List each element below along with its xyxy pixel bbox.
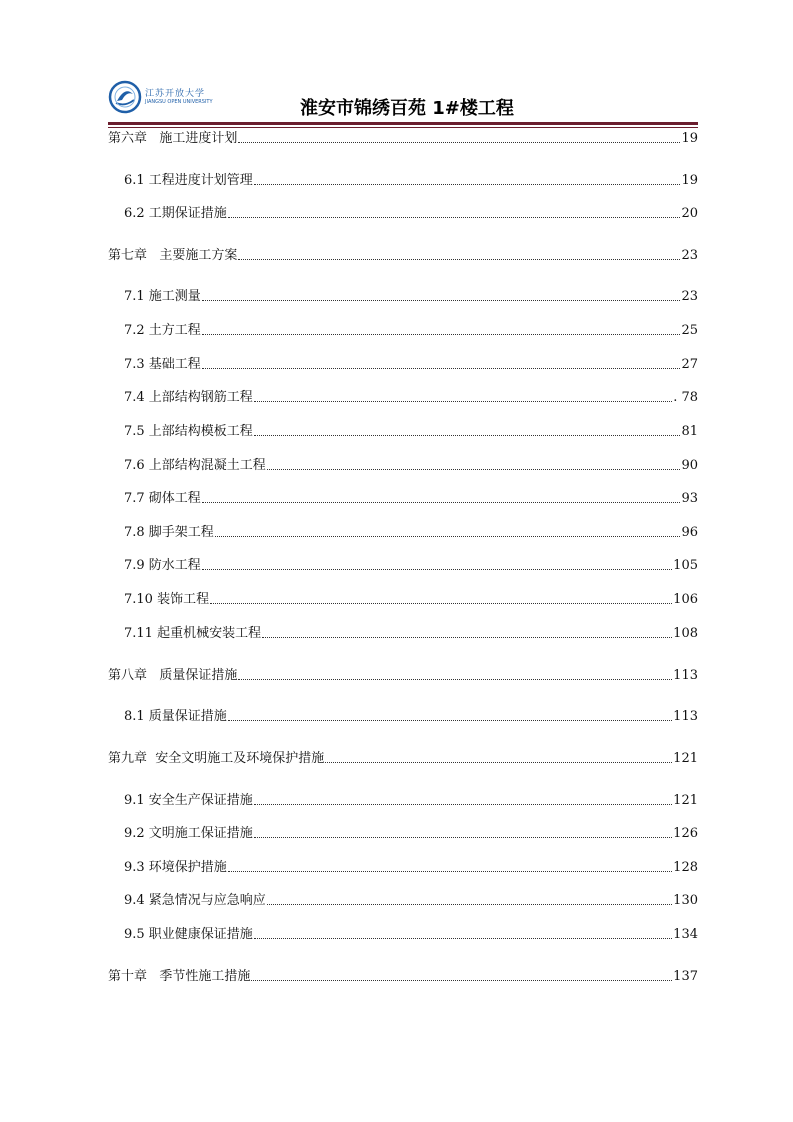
toc-dot-leader [238, 258, 680, 260]
toc-dot-leader [254, 937, 672, 939]
toc-page-number: 93 [681, 491, 698, 506]
toc-section-entry[interactable] [124, 458, 698, 474]
toc-section-entry[interactable] [124, 592, 698, 608]
toc-section-entry[interactable] [124, 323, 698, 339]
toc-page-number: 137 [673, 969, 698, 984]
university-logo [108, 80, 228, 116]
toc-entry-label: 7.1 施工测量 [124, 289, 201, 304]
toc-dot-leader [254, 434, 681, 436]
toc-dot-leader [254, 400, 672, 402]
document-title: 淮安市锦绣百苑 1#楼工程 [300, 98, 514, 119]
toc-section-entry[interactable] [124, 709, 698, 725]
toc-section-entry[interactable] [124, 357, 698, 373]
toc-page-number: 121 [673, 793, 698, 808]
toc-dot-leader [202, 568, 672, 570]
toc-entry-label: 7.8 脚手架工程 [124, 525, 214, 540]
toc-entry-label: 第八章 质量保证措施 [108, 668, 238, 683]
logo-chinese-name: 江苏开放大学 [145, 89, 206, 99]
toc-page-number: 90 [681, 458, 698, 473]
toc-section-entry[interactable] [124, 173, 698, 189]
toc-chapter-entry[interactable] [108, 751, 698, 767]
toc-entry-label: 7.9 防水工程 [124, 558, 201, 573]
toc-entry-label: 6.1 工程进度计划管理 [124, 173, 253, 188]
toc-entry-label: 第七章 主要施工方案 [108, 248, 238, 263]
toc-dot-leader [210, 602, 672, 604]
toc-entry-label: 7.4 上部结构钢筋工程 [124, 390, 253, 405]
toc-entry-label: 7.11 起重机械安装工程 [124, 626, 262, 641]
toc-section-entry[interactable] [124, 793, 698, 809]
toc-dot-leader [202, 333, 681, 335]
toc-page-number: . 78 [673, 390, 698, 405]
university-emblem-icon [108, 80, 142, 114]
toc-dot-leader [267, 903, 672, 905]
toc-entry-label: 7.5 上部结构模板工程 [124, 424, 253, 439]
toc-entry-label: 9.3 环境保护措施 [124, 860, 227, 875]
toc-section-entry[interactable] [124, 826, 698, 842]
toc-entry-label: 9.5 职业健康保证措施 [124, 927, 253, 942]
toc-dot-leader [262, 636, 672, 638]
toc-entry-label: 7.6 上部结构混凝土工程 [124, 458, 266, 473]
toc-entry-label: 9.2 文明施工保证措施 [124, 826, 253, 841]
toc-dot-leader [325, 761, 672, 763]
toc-chapter-entry[interactable] [108, 969, 698, 985]
toc-section-entry[interactable] [124, 206, 698, 222]
toc-section-entry[interactable] [124, 525, 698, 541]
toc-page-number: 113 [673, 668, 698, 683]
toc-entry-label: 7.3 基础工程 [124, 357, 201, 372]
toc-chapter-entry[interactable] [108, 668, 698, 684]
toc-dot-leader [238, 678, 672, 680]
toc-entry-label: 7.7 砌体工程 [124, 491, 201, 506]
toc-section-entry[interactable] [124, 491, 698, 507]
toc-section-entry[interactable] [124, 289, 698, 305]
toc-entry-label: 9.1 安全生产保证措施 [124, 793, 253, 808]
toc-section-entry[interactable] [124, 860, 698, 876]
toc-dot-leader [228, 216, 681, 218]
toc-dot-leader [228, 870, 672, 872]
toc-page-number: 23 [681, 248, 698, 263]
toc-dot-leader [251, 979, 672, 981]
toc-page-number: 19 [681, 131, 698, 146]
toc-dot-leader [215, 535, 681, 537]
toc-page-number: 128 [673, 860, 698, 875]
toc-page-number: 113 [673, 709, 698, 724]
toc-dot-leader [202, 501, 681, 503]
header-rule-thick [108, 122, 698, 125]
toc-section-entry[interactable] [124, 893, 698, 909]
toc-page-number: 19 [681, 173, 698, 188]
toc-entry-label: 6.2 工期保证措施 [124, 206, 227, 221]
toc-page-number: 25 [681, 323, 698, 338]
toc-entry-label: 7.2 土方工程 [124, 323, 201, 338]
toc-page-number: 105 [673, 558, 698, 573]
toc-section-entry[interactable] [124, 927, 698, 943]
toc-page-number: 126 [673, 826, 698, 841]
toc-page-number: 130 [673, 893, 698, 908]
toc-page-number: 27 [681, 357, 698, 372]
toc-page-number: 121 [673, 751, 698, 766]
toc-entry-label: 第十章 季节性施工措施 [108, 969, 251, 984]
toc-entry-label: 第六章 施工进度计划 [108, 131, 238, 146]
toc-page-number: 23 [681, 289, 698, 304]
toc-dot-leader [228, 719, 672, 721]
toc-dot-leader [254, 183, 681, 185]
page-header [0, 0, 793, 130]
toc-section-entry[interactable] [124, 390, 698, 406]
toc-dot-leader [202, 299, 681, 301]
toc-page-number: 108 [673, 626, 698, 641]
toc-entry-label: 7.10 装饰工程 [124, 592, 210, 607]
toc-section-entry[interactable] [124, 558, 698, 574]
toc-page-number: 20 [681, 206, 698, 221]
toc-dot-leader [202, 367, 681, 369]
toc-page-number: 106 [673, 592, 698, 607]
header-rule-thin [108, 127, 698, 128]
toc-page-number: 96 [681, 525, 698, 540]
toc-entry-label: 第九章 安全文明施工及环境保护措施 [108, 751, 325, 766]
toc-section-entry[interactable] [124, 626, 698, 642]
toc-dot-leader [267, 468, 681, 470]
toc-chapter-entry[interactable] [108, 248, 698, 264]
toc-section-entry[interactable] [124, 424, 698, 440]
toc-chapter-entry[interactable] [108, 131, 698, 147]
logo-english-name: JIANGSU OPEN UNIVERSITY [145, 99, 213, 105]
toc-dot-leader [238, 141, 680, 143]
toc-dot-leader [254, 836, 672, 838]
toc-page-number: 81 [681, 424, 698, 439]
toc-entry-label: 8.1 质量保证措施 [124, 709, 227, 724]
toc-entry-label: 9.4 紧急情况与应急响应 [124, 893, 266, 908]
toc-dot-leader [254, 803, 672, 805]
toc-page-number: 134 [673, 927, 698, 942]
